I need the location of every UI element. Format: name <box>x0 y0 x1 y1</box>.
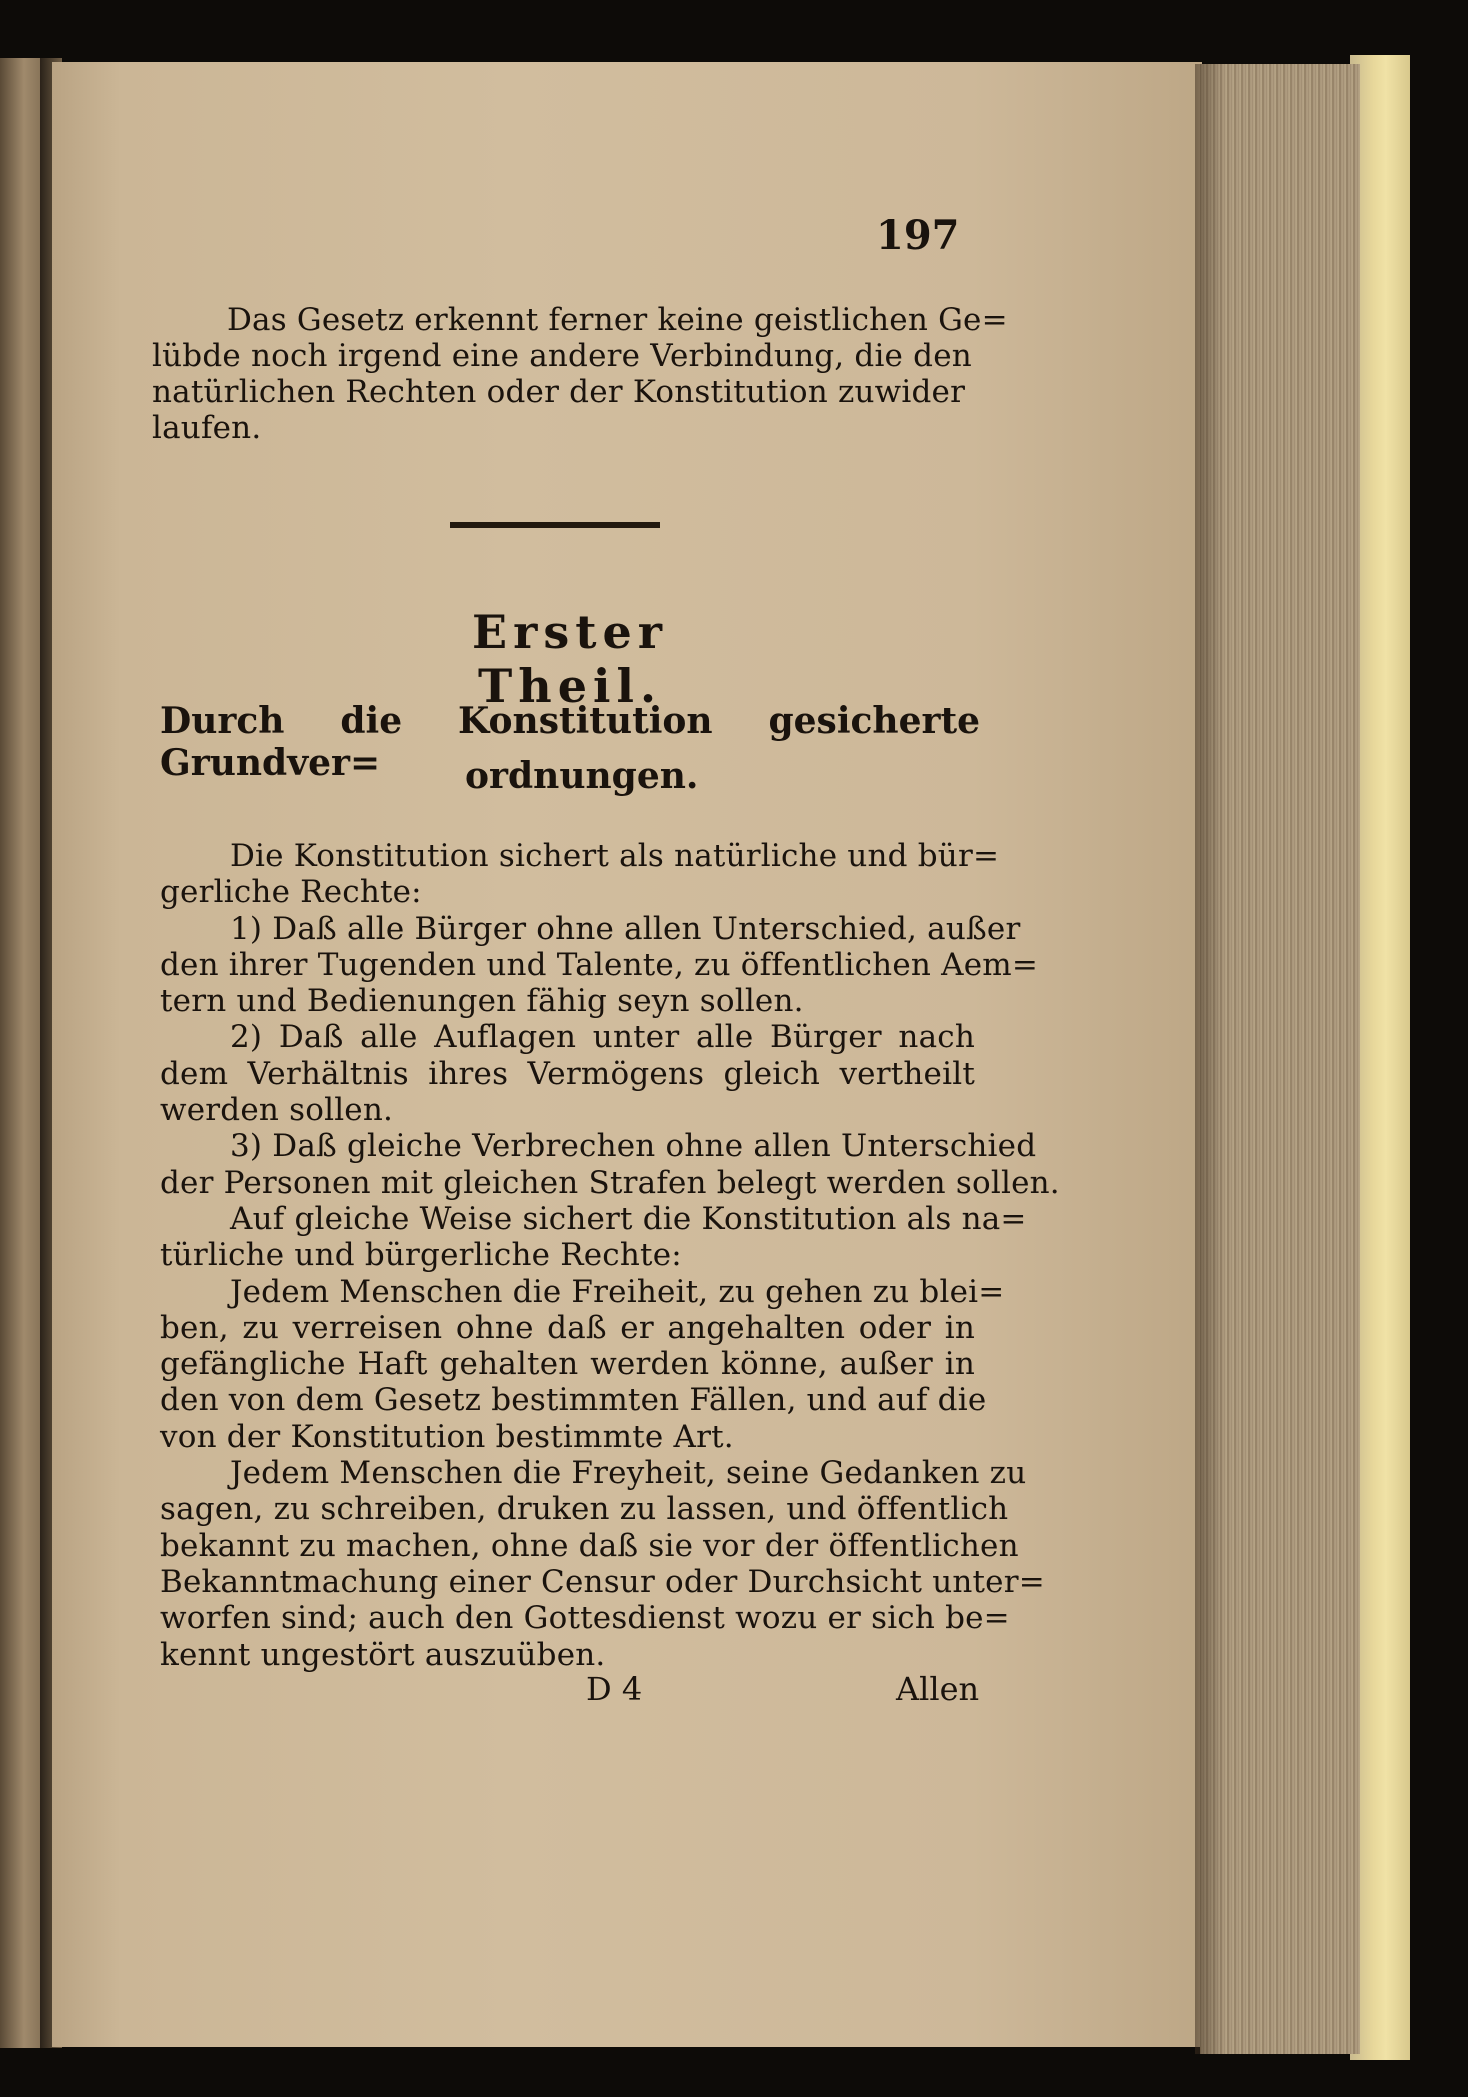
text-line: den ihrer Tugenden und Talente, zu öffentlichen Aem= <box>160 946 1039 983</box>
text-line: werden sollen. <box>160 1092 394 1129</box>
text-line: den von dem Gesetz bestimmten Fällen, und auf die <box>160 1382 987 1419</box>
text-line: Jedem Menschen die Freiheit, zu gehen zu blei= <box>230 1273 1005 1310</box>
text-line: Die Konstitution sichert als natürliche und bür= <box>230 838 1000 874</box>
page-edge-shadow <box>1195 64 1225 2054</box>
text-line: 2) Daß alle Auflagen unter alle Bürger nach <box>230 1019 975 1056</box>
text-line: türliche und bürgerliche Rechte: <box>160 1237 682 1274</box>
section-divider-rule <box>450 522 660 528</box>
text-line: von der Konstitution bestimmte Art. <box>160 1418 734 1455</box>
text-line: laufen. <box>152 410 262 446</box>
section-heading-line-1: Durch die Konstitution gesicherte Grundver= <box>160 700 980 784</box>
text-line: lübde noch irgend eine andere Verbindung, die den <box>152 338 972 374</box>
text-line: dem Verhältnis ihres Vermögens gleich vertheilt <box>160 1055 975 1092</box>
text-line: 1) Daß alle Bürger ohne allen Unterschied, außer <box>230 910 1021 947</box>
text-line: bekannt zu machen, ohne daß sie vor der öffentlichen <box>160 1527 1019 1564</box>
text-line: 3) Daß gleiche Verbrechen ohne allen Unterschied <box>230 1128 1037 1165</box>
text-line: ben, zu verreisen ohne daß er angehalten oder in <box>160 1309 975 1346</box>
page-number: 197 <box>876 212 960 259</box>
section-heading-line-2: ordnungen. <box>465 755 699 797</box>
signature-mark: D 4 <box>586 1670 643 1708</box>
text-line: natürlichen Rechten oder der Konstitution zuwider <box>152 374 966 410</box>
text-line: tern und Bedienungen fähig seyn sollen. <box>160 983 804 1020</box>
text-line: Auf gleiche Weise sichert die Konstitution als na= <box>230 1200 1027 1237</box>
text-line: worfen sind; auch den Gottesdienst wozu er sich be= <box>160 1600 1010 1637</box>
text-line: Das Gesetz erkennt ferner keine geistlichen Ge= <box>227 302 1008 338</box>
text-line: sagen, zu schreiben, druken zu lassen, und öffentlich <box>160 1491 1009 1528</box>
intro-paragraph <box>152 302 1008 446</box>
catchword: Allen <box>896 1670 980 1708</box>
body-text <box>160 838 1060 1673</box>
text-line: Bekanntmachung einer Censur oder Durchsicht unter= <box>160 1563 1045 1600</box>
part-title: Erster Theil. <box>472 605 668 713</box>
text-line: gerliche Rechte: <box>160 874 422 911</box>
text-line: kennt ungestört auszuüben. <box>160 1636 606 1673</box>
text-line: Jedem Menschen die Freyheit, seine Gedanken zu <box>230 1455 1027 1492</box>
text-line: der Personen mit gleichen Strafen belegt werden sollen. <box>160 1164 1060 1201</box>
text-line: gefängliche Haft gehalten werden könne, außer in <box>160 1346 975 1383</box>
